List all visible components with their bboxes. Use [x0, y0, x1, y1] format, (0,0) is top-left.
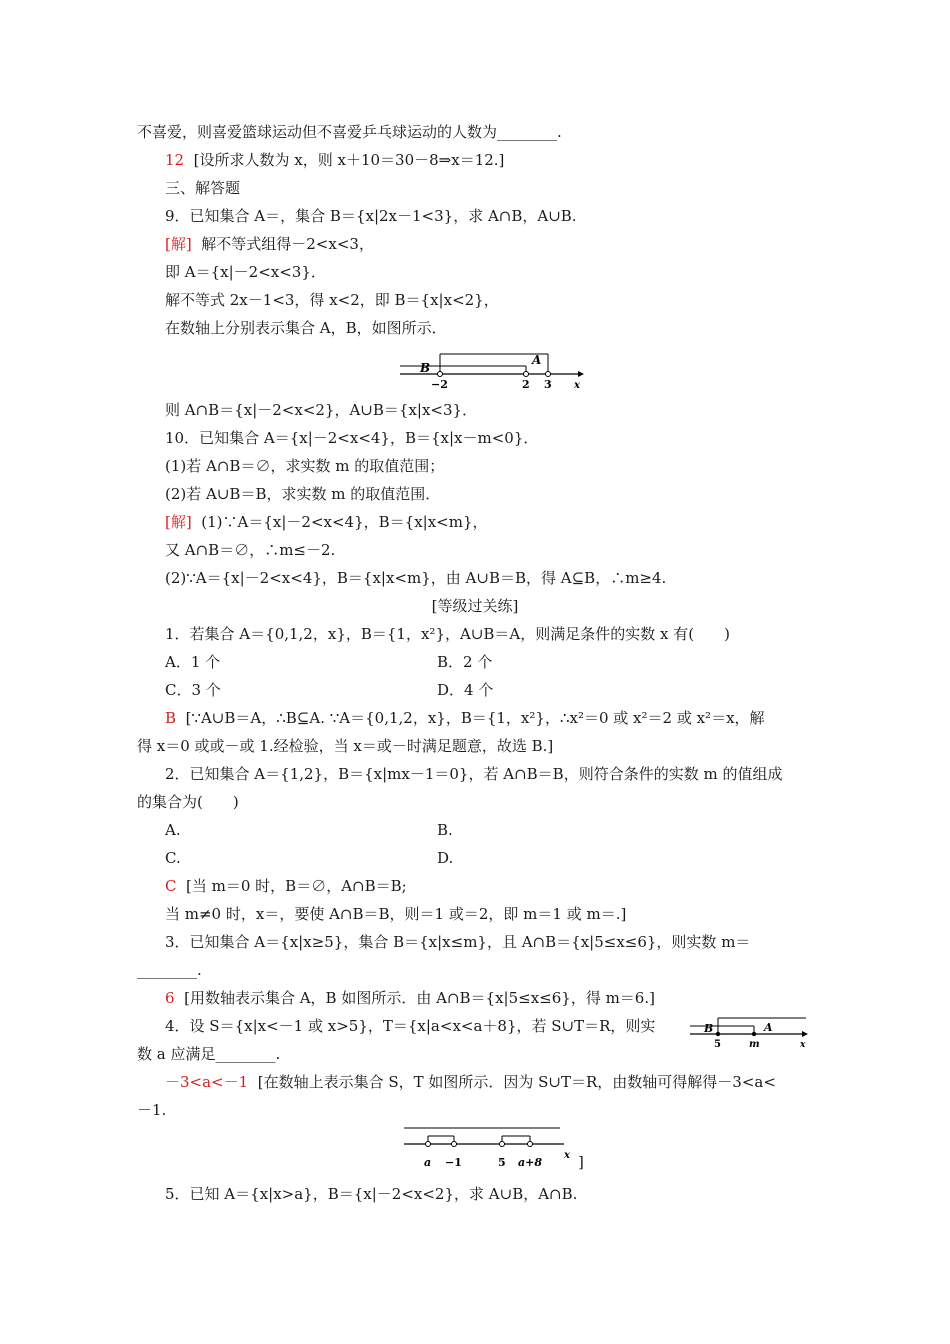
label-b: B [420, 361, 431, 375]
tick-label: a+8 [518, 1156, 542, 1169]
answer-8-explanation: [设所求人数为 x，则 x＋10＝30－8⇒x＝12.] [193, 151, 505, 169]
answer-3 [165, 988, 655, 1008]
answer-2-value: C [165, 877, 177, 895]
solution-9-line3: 解不等式 2x－1<3，得 x<2，即 B＝{x|x<2}， [165, 291, 499, 309]
problem-4-cont: 数 a 应满足________. [137, 1045, 281, 1063]
answer-8-value: 12 [165, 151, 185, 169]
answer-1-explanation: [∵A∪B＝A，∴B⊆A. ∵A＝{0,1,2，x}，B＝{1，x²}，∴x²＝0 或 x²＝2 或 x²＝x，解 [185, 709, 765, 727]
label-a: A [764, 1021, 773, 1034]
problem-9: 9．已知集合 A＝，集合 B＝{x|2x－1<3}，求 A∩B，A∪B. [165, 207, 577, 225]
answer-4-cont: －1. [137, 1101, 167, 1119]
answer-4-value: －3<a<－1 [165, 1073, 249, 1091]
problem-8-tail: 不喜爱，则喜爱篮球运动但不喜爱乒乓球运动的人数为________. [137, 123, 562, 141]
solution-9-line2: 即 A＝{x|－2<x<3}． [165, 263, 326, 281]
answer-8 [165, 150, 504, 170]
option-a: A. [165, 821, 181, 839]
answer-2 [165, 876, 407, 896]
answer-1-value: B [165, 709, 177, 727]
solution-tag: [解] [165, 235, 192, 253]
answer-4-explanation: [在数轴上表示集合 S，T 如图所示．因为 S∪T＝R，由数轴可得解得－3<a< [257, 1073, 776, 1091]
problem-10: 10．已知集合 A＝{x|－2<x<4}，B＝{x|x－m<0}． [165, 429, 539, 447]
axis-label: x [564, 1150, 570, 1161]
problem-4: 4．设 S＝{x|x<－1 或 x>5}，T＝{x|a<x<a＋8}，若 S∪T＝R，则实 [165, 1017, 656, 1035]
tick-label: m [749, 1039, 760, 1050]
option-b: B．2 个 [437, 653, 493, 671]
tick-label: −1 [445, 1156, 462, 1169]
answer-2-cont: 当 m≠0 时，x＝，要使 A∩B＝B，则＝1 或＝2，即 m＝1 或 m＝.] [165, 905, 627, 923]
problem-3-cont: ________. [137, 961, 202, 979]
option-a: A．1 个 [165, 653, 221, 671]
option-c: C. [165, 849, 181, 867]
closing-bracket: ] [578, 1153, 584, 1171]
axis-label: x [800, 1040, 806, 1050]
solution-9-result: 则 A∩B＝{x|－2<x<2}，A∪B＝{x|x<3}． [165, 401, 478, 419]
number-line-figure-2 [688, 1012, 812, 1052]
tick-label: a [424, 1156, 432, 1169]
tick-label: 2 [522, 378, 530, 391]
problem-2-cont: 的集合为( ) [137, 793, 239, 811]
answer-3-explanation: [用数轴表示集合 A，B 如图所示．由 A∩B＝{x|5≤x≤6}，得 m＝6.] [184, 989, 655, 1007]
solution-10-line1 [165, 512, 488, 532]
axis-label: x [574, 380, 580, 391]
answer-1-cont: 得 x＝0 或或－或 1.经检验，当 x＝或－时满足题意，故选 B.] [137, 737, 554, 755]
solution-9-line4: 在数轴上分别表示集合 A，B，如图所示． [165, 319, 447, 337]
tick-label: 3 [544, 378, 552, 391]
problem-10-part1: (1)若 A∩B＝∅，求实数 m 的取值范围； [165, 457, 445, 475]
tick-label: 5 [498, 1156, 506, 1169]
tick-label: 5 [714, 1039, 721, 1050]
number-line-figure-3 [400, 1122, 580, 1170]
section-heading: 三、解答题 [165, 179, 241, 197]
option-c: C．3 个 [165, 681, 221, 699]
problem-2: 2．已知集合 A＝{1,2}，B＝{x|mx－1＝0}，若 A∩B＝B，则符合条件的实数 m 的值组成 [165, 765, 783, 783]
section-title: [等级过关练] [431, 597, 519, 615]
problem-1: 1．若集合 A＝{0,1,2，x}，B＝{1，x²}，A∪B＝A，则满足条件的实数 x 有( ) [165, 625, 730, 643]
option-b: B. [437, 821, 453, 839]
solution-tag: [解] [165, 513, 192, 531]
solution-9-text: 解不等式组得－2<x<3， [201, 235, 374, 253]
answer-4 [165, 1072, 776, 1092]
option-d: D. [437, 849, 454, 867]
problem-3: 3．已知集合 A＝{x|x≥5}，集合 B＝{x|x≤m}，且 A∩B＝{x|5≤x≤6}，则实数 m＝ [165, 933, 751, 951]
problem-10-part2: (2)若 A∪B＝B，求实数 m 的取值范围． [165, 485, 441, 503]
label-b: B [704, 1022, 714, 1035]
number-line-figure-1 [398, 346, 588, 392]
answer-3-value: 6 [165, 989, 175, 1007]
label-a: A [532, 353, 542, 367]
solution-10-line2: 又 A∩B＝∅，∴m≤－2. [165, 541, 336, 559]
problem-5: 5．已知 A＝{x|x>a}，B＝{x|－2<x<2}，求 A∪B，A∩B. [165, 1185, 578, 1203]
answer-1 [165, 708, 765, 728]
option-d: D．4 个 [437, 681, 494, 699]
answer-2-explanation: [当 m＝0 时，B＝∅，A∩B＝B; [186, 877, 407, 895]
solution-10-text: (1)∵A＝{x|－2<x<4}，B＝{x|x<m}， [201, 513, 488, 531]
solution-9-line1 [165, 234, 374, 254]
solution-10-line3: (2)∵A＝{x|－2<x<4}，B＝{x|x<m}，由 A∪B＝B，得 A⊆B，∴m≥4. [165, 569, 667, 587]
tick-label: −2 [431, 378, 448, 391]
